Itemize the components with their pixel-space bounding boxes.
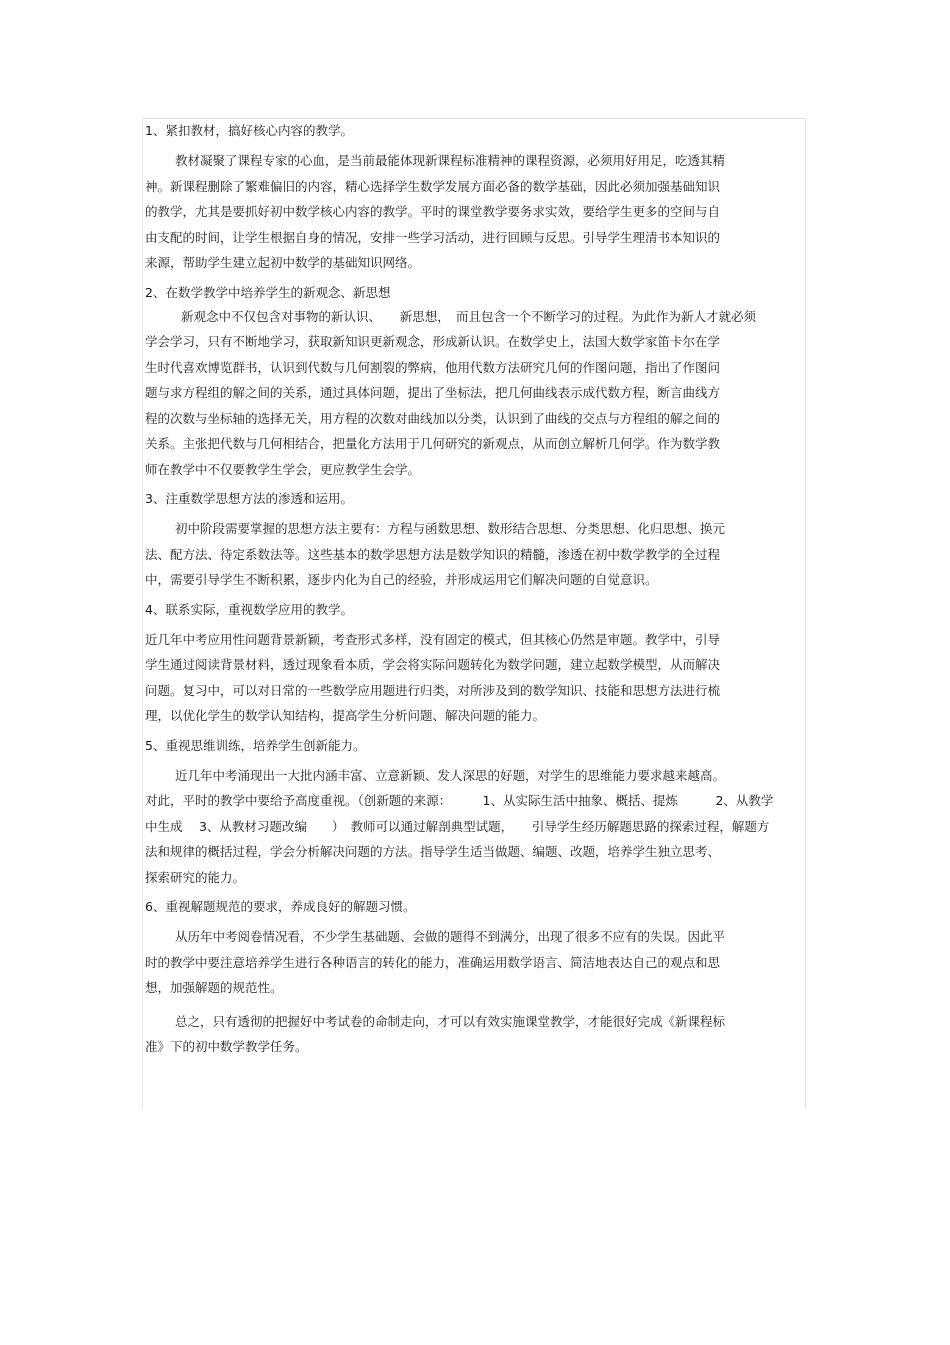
text-line: 从历年中考阅卷情况看，不少学生基础题、会做的题得不到满分，出现了很多不应有的失误。因此平 xyxy=(175,929,726,944)
text-line: 的教学，尤其是要抓好初中数学核心内容的教学。平时的课堂教学要务求实效，要给学生更多的空间与自 xyxy=(145,204,721,219)
text-line: 来源，帮助学生建立起初中数学的基础知识网络。 xyxy=(145,255,421,270)
text-line: 题与求方程组的解之间的关系，通过具体问题，提出了坐标法，把几何曲线表示成代数方程，断言曲线方 xyxy=(145,385,721,400)
section-2 xyxy=(143,284,803,483)
text-line: 问题。复习中，可以对日常的一些数学应用题进行归类，对所涉及到的数学知识、技能和思想方法进行梳 xyxy=(145,682,721,698)
text-line: 对此，平时的教学中要给予高度重视。（创新题的来源： 1、从实际生活中抽象、概括、提炼 2、从教学 xyxy=(145,793,774,808)
conclusion xyxy=(143,1009,803,1060)
text-line: 神。新课程删除了繁难偏旧的内容，精心选择学生数学发展方面必备的数学基础，因此必须加强基础知识 xyxy=(145,178,721,194)
document-body xyxy=(143,118,803,1068)
text-line: 关系。主张把代数与几何相结合，把量化方法用于几何研究的新观点，从而创立解析几何学。作为数学教 xyxy=(145,436,721,451)
paragraph xyxy=(145,148,803,276)
section-1 xyxy=(143,122,803,276)
text-line: 程的次数与坐标轴的选择无关，用方程的次数对曲线加以分类，认识到了曲线的交点与方程组的解之间的 xyxy=(145,410,721,426)
text-line: 由支配的时间，让学生根据自身的情况，安排一些学习活动，进行回顾与反思。引导学生理清书本知识的 xyxy=(145,229,721,245)
text-line: 时的教学中要注意培养学生进行各种语言的转化的能力，准确运用数学语言、简洁地表达自己的观点和思 xyxy=(145,954,721,970)
section-4 xyxy=(143,601,803,729)
text-line: 法和规律的概括过程，学会分析解决问题的方法。指导学生适当做题、编题、改题，培养学生独立思考、 xyxy=(145,844,721,859)
paragraph xyxy=(145,627,803,729)
section-heading: 5、重视思维训练，培养学生创新能力。 xyxy=(145,737,366,753)
paragraph xyxy=(145,516,803,593)
section-heading: 2、在数学教学中培养学生的新观念、新思想 xyxy=(145,284,391,300)
paragraph xyxy=(145,1009,803,1060)
text-line: 准》下的初中数学教学任务。 xyxy=(145,1039,308,1054)
text-line: 理，以优化学生的数学认知结构，提高学生分析问题、解决问题的能力。 xyxy=(145,708,546,723)
paragraph xyxy=(145,304,803,483)
section-5 xyxy=(143,737,803,891)
text-line: 师在教学中不仅要教学生学会，更应教学生会学。 xyxy=(145,461,421,477)
text-line: 中生成 3、从教材习题改编 ） 教师可以通过解剖典型试题， 引导学生经历解题思路的探索过程，解题方 xyxy=(145,818,770,834)
text-line: 学生通过阅读背景材料，透过现象看本质，学会将实际问题转化为数学问题，建立起数学模型，从而解决 xyxy=(145,657,721,672)
paragraph xyxy=(145,924,803,1001)
section-6 xyxy=(143,898,803,1001)
text-line: 学会学习，只有不断地学习，获取新知识更新观念，形成新认识。在数学史上，法国大数学家笛卡尔在学 xyxy=(145,334,721,349)
text-line: 新观念中不仅包含对事物的新认识、 新思想， 而且包含一个不断学习的过程。为此作为新人才就必须 xyxy=(181,308,757,324)
section-3 xyxy=(143,490,803,593)
section-heading: 6、重视解题规范的要求，养成良好的解题习惯。 xyxy=(145,899,416,914)
text-line: 想，加强解题的规范性。 xyxy=(145,980,283,995)
section-heading: 1、紧扣教材，搞好核心内容的教学。 xyxy=(145,123,353,138)
text-line: 法、配方法、待定系数法等。这些基本的数学思想方法是数学知识的精髓，渗透在初中数学教学的全过程 xyxy=(145,546,721,562)
paragraph xyxy=(145,763,803,891)
text-line: 近几年中考应用性问题背景新颖，考查形式多样，没有固定的模式，但其核心仍然是审题。教学中，引导 xyxy=(145,631,721,647)
text-line: 生时代喜欢博览群书，认识到代数与几何割裂的弊病，他用代数方法研究几何的作图问题，指出了作图问 xyxy=(145,359,721,375)
text-line: 近几年中考涌现出一大批内涵丰富、立意新颖、发人深思的好题，对学生的思维能力要求越来越高。 xyxy=(175,767,726,783)
section-heading: 3、注重数学思想方法的渗透和运用。 xyxy=(145,491,353,506)
text-line: 总之，只有透彻的把握好中考试卷的命制走向，才可以有效实施课堂教学，才能很好完成《新课程标 xyxy=(175,1013,726,1029)
section-heading: 4、联系实际，重视数学应用的教学。 xyxy=(145,601,353,617)
text-line: 教材凝聚了课程专家的心血，是当前最能体现新课程标准精神的课程资源，必须用好用足，吃透其精 xyxy=(175,153,726,168)
text-line: 初中阶段需要掌握的思想方法主要有：方程与函数思想、数形结合思想、分类思想、化归思想、换元 xyxy=(175,521,726,536)
text-line: 探索研究的能力。 xyxy=(145,869,246,885)
text-line: 中，需要引导学生不断积累，逐步内化为自己的经验，并形成运用它们解决问题的自觉意识。 xyxy=(145,572,658,587)
